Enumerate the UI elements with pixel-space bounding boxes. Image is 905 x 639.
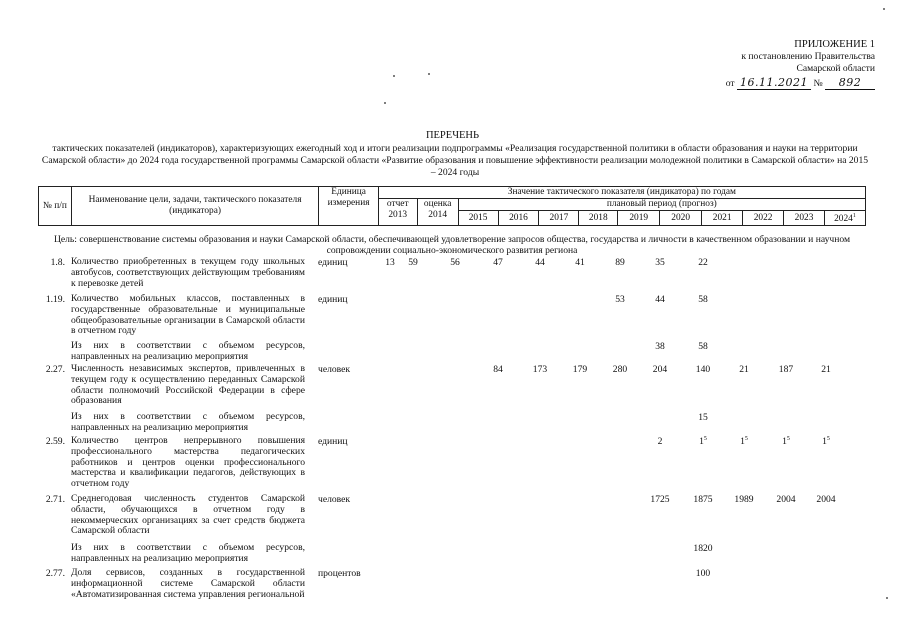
row-value-text: 1	[699, 436, 704, 448]
header-report-label: отчет	[386, 199, 409, 209]
year-2014: 2014	[428, 210, 448, 220]
row-unit: единиц	[318, 257, 348, 268]
scan-speck	[883, 8, 885, 10]
scan-speck	[393, 75, 395, 77]
row-value-text: 47	[493, 257, 503, 268]
appendix-line2: Самарской области	[796, 63, 875, 74]
year-2023: 2023	[784, 211, 825, 226]
row-indicator-name: Из них в соответствии с объемом ресурсов, направленных на реализацию мероприятия	[71, 411, 305, 433]
row-value-text: 140	[695, 364, 711, 375]
header-value: Значение тактического показателя (индикатора) по годам	[378, 187, 865, 199]
row-value-2014	[393, 257, 433, 268]
row-number: 1.19.	[45, 294, 65, 305]
appendix-line1: к постановлению Правительства	[741, 51, 875, 62]
date-prefix: от	[725, 78, 735, 89]
year-2024-footnote: 1	[852, 213, 856, 219]
row-value-text: 44	[535, 257, 545, 268]
row-value-2020	[640, 294, 680, 305]
row-number: 2.59.	[45, 436, 65, 447]
decree-number: 892	[825, 77, 875, 90]
header-name: Наименование цели, задачи, тактического показателя (индикатора)	[71, 187, 319, 226]
row-value-2017	[520, 364, 560, 375]
row-indicator-name: Доля сервисов, созданных в государственной информационной системе Самарской области «Автоматизированная система управления региональной	[71, 567, 305, 600]
row-indicator-name: Количество центров непрерывного повышения профессионального мастерства педагогических работников и центров оценки профессионального мастерства и квалификации педагогов, действующих в отчетном году	[71, 435, 305, 490]
row-indicator-name: Количество мобильных классов, поставленных в государственные образовательные и муниципальные общеобразовательные организации в Самарской области в отчетном году	[71, 293, 305, 337]
year-2018: 2018	[579, 211, 618, 226]
row-value-text: 13	[385, 257, 395, 268]
row-unit: процентов	[318, 568, 361, 579]
row-value-text: 2004	[776, 494, 796, 505]
goal-text: Цель: совершенствование системы образования и науки Самарской области, обеспечивающей удовлетворение запросов общества, государства и личности в качественном образовании и научном сопровождении социально-экономического развития региона	[53, 234, 851, 256]
row-value-2021	[683, 294, 723, 305]
row-value-2021	[683, 436, 723, 447]
year-2024-label: 2024	[834, 214, 853, 225]
scan-speck	[428, 73, 430, 75]
row-value-text: 280	[612, 364, 628, 375]
row-value-2021	[683, 494, 723, 505]
row-value-text: 1820	[693, 543, 713, 554]
row-value-2023	[766, 494, 806, 505]
document-title: ПЕРЕЧЕНЬ	[425, 130, 480, 141]
row-value-2019	[600, 364, 640, 375]
header-unit: Единица измерения	[319, 187, 378, 226]
year-2024	[824, 211, 865, 226]
row-value-text: 22	[698, 257, 708, 268]
row-indicator-name: Из них в соответствии с объемом ресурсов, направленных на реализацию мероприятия	[71, 340, 305, 362]
header-estimate-label: оценка	[423, 199, 452, 209]
row-number: 2.27.	[45, 364, 65, 375]
row-value-2016	[478, 364, 518, 375]
scan-speck	[384, 102, 386, 104]
header-estimate	[417, 199, 458, 226]
row-unit: человек	[318, 364, 351, 375]
row-value-2019	[600, 257, 640, 268]
row-number: 2.77.	[45, 568, 65, 579]
header-table	[38, 186, 866, 226]
row-value-text: 204	[652, 364, 668, 375]
row-value-2020	[640, 257, 680, 268]
number-prefix: №	[813, 78, 823, 89]
row-value-text: 187	[778, 364, 794, 375]
row-indicator-name: Численность независимых экспертов, привлеченных в текущем году к осуществлению переданных Самарской области полномочий Российской Федерации в сфере образования	[71, 363, 305, 407]
row-value-2022	[724, 436, 764, 447]
header-num: № п/п	[39, 187, 72, 226]
row-unit: человек	[318, 494, 351, 505]
row-value-text: 21	[821, 364, 831, 375]
document-subtitle: тактических показателей (индикаторов), характеризующих ежегодный ход и итоги реализации подпрограммы «Реализация государственной политики в области образования и науки на территории Самарской области» до 2024 года государственной программы Самарской области «Развитие образования и повышение эффективности реализации молодежной политики в Самарской области» на 2015 – 2024 годы	[41, 143, 869, 178]
row-value-2024	[806, 436, 846, 447]
header-report	[378, 199, 417, 226]
row-unit: единиц	[318, 294, 348, 305]
appendix-title: ПРИЛОЖЕНИЕ 1	[794, 39, 875, 50]
row-value-2022	[724, 364, 764, 375]
row-value-text: 56	[450, 257, 460, 268]
row-value-2020	[640, 364, 680, 375]
row-value-text: 1	[740, 436, 745, 448]
row-value-text: 38	[655, 341, 665, 352]
year-2013: 2013	[388, 210, 408, 220]
row-value-text: 179	[572, 364, 588, 375]
row-value-text: 58	[698, 341, 708, 352]
row-unit: единиц	[318, 436, 348, 447]
row-value-text: 1989	[734, 494, 754, 505]
row-value-2016	[478, 257, 518, 268]
row-indicator-name: Из них в соответствии с объемом ресурсов, направленных на реализацию мероприятия	[71, 542, 305, 564]
row-value-text: 35	[655, 257, 665, 268]
row-value-footnote: 5	[786, 436, 790, 442]
row-value-2015	[435, 257, 475, 268]
row-indicator-name: Количество приобретенных в текущем году школьных автобусов, соответствующих действующим требованиям к перевозке детей	[71, 256, 305, 289]
row-value-2021	[683, 364, 723, 375]
row-value-2021	[683, 257, 723, 268]
row-value-text: 1725	[650, 494, 670, 505]
row-value-text: 1	[782, 436, 787, 448]
year-2022: 2022	[743, 211, 784, 226]
row-value-2024	[806, 494, 846, 505]
decree-date: 16.11.2021	[737, 77, 811, 90]
row-value-2021	[683, 341, 723, 352]
row-value-2020	[640, 341, 680, 352]
row-value-text: 1875	[693, 494, 713, 505]
row-value-2017	[520, 257, 560, 268]
appendix-date-line	[700, 77, 875, 90]
row-value-2024	[806, 364, 846, 375]
row-value-2018	[560, 257, 600, 268]
year-2019: 2019	[618, 211, 660, 226]
year-2016: 2016	[498, 211, 539, 226]
row-indicator-name: Среднегодовая численность студентов Самарской области, обучающихся в отчетном году в некоммерческих организациях за счет средств бюджета Самарской области	[71, 493, 305, 537]
year-2020: 2020	[660, 211, 702, 226]
row-value-2020	[640, 436, 680, 447]
row-value-text: 84	[493, 364, 503, 375]
row-value-text: 41	[575, 257, 585, 268]
row-value-footnote: 5	[826, 436, 830, 442]
row-value-2021	[683, 412, 723, 423]
row-value-footnote: 5	[744, 436, 748, 442]
header-plan: плановый период (прогноз)	[458, 199, 865, 211]
row-value-2018	[560, 364, 600, 375]
year-2015: 2015	[458, 211, 498, 226]
row-value-text: 89	[615, 257, 625, 268]
row-value-text: 173	[532, 364, 548, 375]
row-value-footnote: 5	[703, 436, 707, 442]
row-value-text: 58	[698, 294, 708, 305]
row-value-text: 1	[822, 436, 827, 448]
row-value-2019	[600, 294, 640, 305]
row-number: 2.71.	[45, 494, 65, 505]
row-value-2022	[724, 494, 764, 505]
year-2017: 2017	[539, 211, 579, 226]
row-value-2020	[640, 494, 680, 505]
row-value-text: 44	[655, 294, 665, 305]
year-2021: 2021	[702, 211, 743, 226]
row-value-text: 100	[695, 568, 711, 579]
row-value-2021	[683, 568, 723, 579]
row-value-text: 2	[657, 436, 663, 447]
row-number: 1.8.	[50, 257, 65, 268]
row-value-2023	[766, 364, 806, 375]
appendix-block	[700, 39, 875, 90]
row-value-2023	[766, 436, 806, 447]
row-value-2021	[683, 543, 723, 554]
row-value-text: 2004	[816, 494, 836, 505]
row-value-text: 59	[408, 257, 418, 268]
scan-speck	[886, 597, 888, 599]
row-value-text: 53	[615, 294, 625, 305]
row-value-text: 15	[698, 412, 708, 423]
row-value-text: 21	[739, 364, 749, 375]
